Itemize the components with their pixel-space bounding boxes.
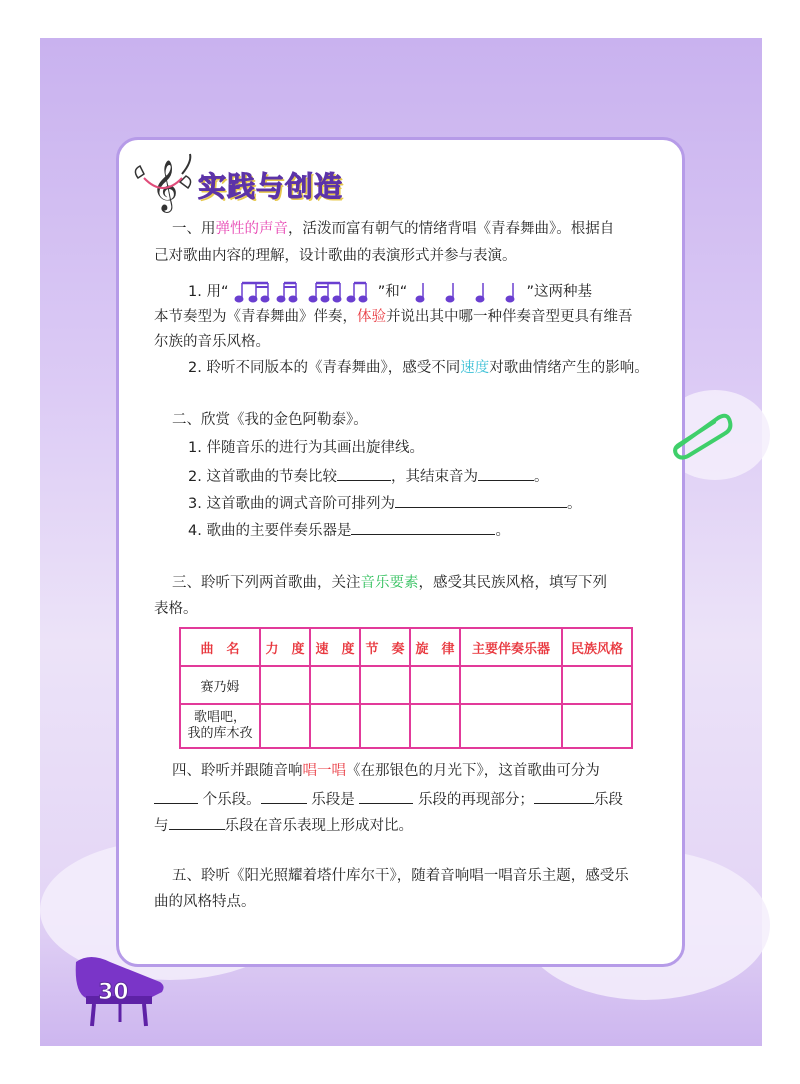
sec2-heading: 二、欣赏《我的金色阿勒泰》。 (172, 412, 368, 428)
table-header-cell: 力 度 (260, 628, 310, 666)
sec4-line1: 四、聆听并跟随音响唱一唱《在那银色的月光下》，这首歌曲可分为 (172, 763, 600, 779)
table-cell-empty[interactable] (410, 704, 460, 748)
sec3-line2: 表格。 (154, 601, 198, 617)
answer-blank[interactable] (351, 520, 495, 535)
table-cell-empty[interactable] (562, 704, 632, 748)
sec1-item1-line3: 尔族的音乐风格。 (154, 334, 270, 350)
sec1-item1-line2: 本节奏型为《青春舞曲》伴奏，体验并说出其中哪一种伴奏音型更具有维吾 (154, 309, 633, 325)
sec2-q1: 1. 伴随音乐的进行为其画出旋律线。 (188, 440, 424, 456)
table-header-cell: 主要伴奏乐器 (460, 628, 562, 666)
table-cell-song: 歌唱吧， 我的库木孜 (180, 704, 260, 748)
table-cell-empty[interactable] (360, 704, 410, 748)
sec1-line2: 己对歌曲内容的理解，设计歌曲的表演形式并参与表演。 (154, 248, 517, 264)
table-header-cell: 旋 律 (410, 628, 460, 666)
sec2-q3: 3. 这首歌曲的调式音阶可排列为 。 (188, 493, 581, 514)
answer-blank[interactable] (534, 789, 594, 804)
page-number: 30 (98, 980, 129, 1005)
table-cell-empty[interactable] (562, 666, 632, 704)
table-cell-empty[interactable] (460, 666, 562, 704)
table-header-cell: 速 度 (310, 628, 360, 666)
table-cell-empty[interactable] (310, 704, 360, 748)
answer-blank[interactable] (395, 493, 567, 508)
answer-blank[interactable] (169, 815, 225, 830)
music-elements-table (179, 627, 633, 749)
treble-clef-conductor-icon (130, 148, 196, 214)
table-header-cell: 曲 名 (180, 628, 260, 666)
answer-blank[interactable] (337, 466, 391, 481)
table-cell-empty[interactable] (360, 666, 410, 704)
sec1-item2: 2. 聆听不同版本的《青春舞曲》，感受不同速度对歌曲情绪产生的影响。 (188, 360, 649, 376)
answer-blank[interactable] (359, 789, 413, 804)
table-cell-empty[interactable] (310, 666, 360, 704)
sec4-line3: 与 乐段在音乐表现上形成对比。 (154, 815, 413, 836)
table-row (180, 666, 632, 704)
sec5-line2: 曲的风格特点。 (154, 894, 256, 910)
table-cell-song: 赛乃姆 (180, 666, 260, 704)
sec5-line1: 五、聆听《阳光照耀着塔什库尔干》，随着音响唱一唱音乐主题，感受乐 (172, 868, 629, 884)
table-cell-empty[interactable] (460, 704, 562, 748)
table-header-cell: 民族风格 (562, 628, 632, 666)
sec2-q4: 4. 歌曲的主要伴奏乐器是 。 (188, 520, 510, 541)
table-row (180, 704, 632, 748)
rhythm-pattern-sixteenth-icon (233, 279, 373, 305)
sec3-line1: 三、聆听下列两首歌曲，关注音乐要素，感受其民族风格，填写下列 (172, 575, 607, 591)
table-header-cell: 节 奏 (360, 628, 410, 666)
table-header-row (180, 628, 632, 666)
answer-blank[interactable] (154, 789, 198, 804)
table-cell-empty[interactable] (410, 666, 460, 704)
section-title: 实践与创造 (198, 170, 344, 203)
svg-text:𝄞: 𝄞 (152, 160, 179, 211)
sec2-q2: 2. 这首歌曲的节奏比较 ，其结束音为 。 (188, 466, 548, 487)
paperclip-icon (668, 408, 734, 460)
answer-blank[interactable] (261, 789, 307, 804)
table-cell-empty[interactable] (260, 666, 310, 704)
rhythm-pattern-quarter-icon (412, 279, 522, 305)
sec1-item1: 1. 用“ ”和“ ”这两种基 (188, 279, 592, 305)
sec1-line1: 一、用弹性的声音，活泼而富有朝气的情绪背唱《青春舞曲》。根据自 (172, 221, 615, 237)
sec4-line2: 个乐段。 乐段是 乐段的再现部分； 乐段 (154, 789, 623, 810)
table-cell-empty[interactable] (260, 704, 310, 748)
answer-blank[interactable] (478, 466, 534, 481)
